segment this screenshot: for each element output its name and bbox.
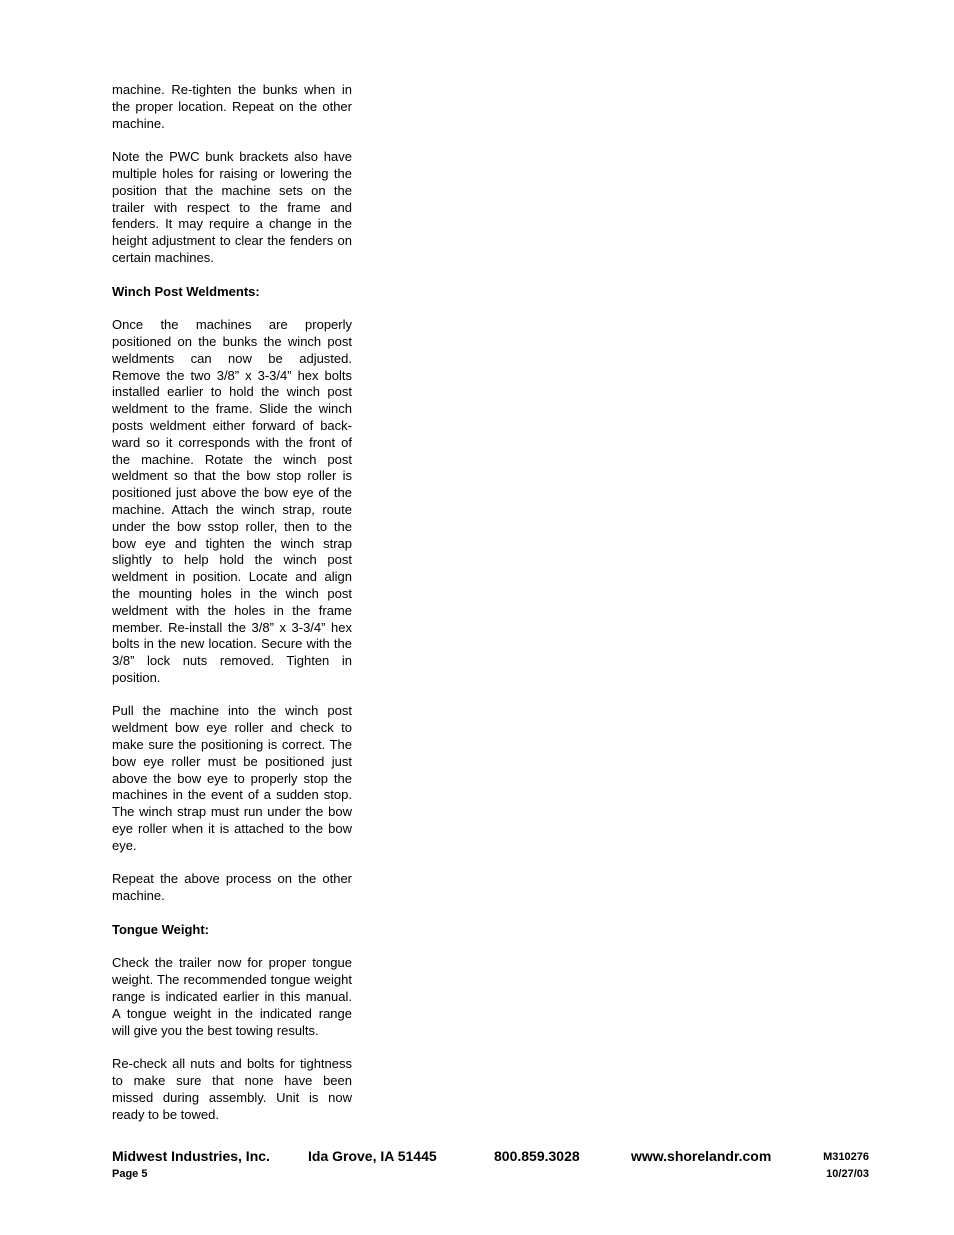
paragraph: Once the machines are properly positioned on the bunks the winch post weldments can now be adjusted. Remove the two 3/8” x 3-3/4” hex bolts installed earlier to hold the winch post weldment to the frame. Slide the winch posts weldment either forward of back-ward so it corresponds with the front of the machine. Rotate the winch post weldment so that the bow stop roller is positioned just above the bow eye of the machine. Attach the winch strap, route under the bow sstop roller, then to the bow eye and tighten the winch strap slightly to help hold the winch post weldment in position. Locate and align the mounting holes in the winch post weldment with the holes in the frame member. Re-install the 3/8” x 3-3/4” hex bolts in the new location. Secure with the 3/8” lock nuts removed. Tighten in position. (112, 317, 352, 685)
paragraph: Re-check all nuts and bolts for tightness to make sure that none have been missed during assembly. Unit is now ready to be towed. (112, 1056, 352, 1122)
footer-website: www.shorelandr.com (631, 1148, 772, 1164)
paragraph: Pull the machine into the winch post weldment bow eye roller and check to make sure the positioning is correct. The bow eye roller must be positioned just above the bow eye to properly stop the machines in the event of a sudden stop. The winch strap must run under the bow eye roller when it is attached to the bow eye. (112, 703, 352, 853)
paragraph: machine. Re-tighten the bunks when in the proper location. Repeat on the other machine. (112, 82, 352, 131)
paragraph: Repeat the above process on the other machine. (112, 871, 352, 904)
paragraph: Note the PWC bunk brackets also have multiple holes for raising or lowering the position that the machine sets on the trailer with respect to the frame and fenders. It may require a change in the height adjustment to clear the fenders on certain machines. (112, 149, 352, 265)
paragraph: Check the trailer now for proper tongue weight. The recommended tongue weight range is indicated earlier in this manual. A tongue weight in the indicated range will give you the best towing results. (112, 955, 352, 1038)
section-heading-winch-post: Winch Post Weldments: (112, 283, 260, 299)
footer-company: Midwest Industries, Inc. (112, 1148, 270, 1164)
footer-phone: 800.859.3028 (494, 1148, 580, 1164)
footer-date: 10/27/03 (826, 1168, 869, 1180)
body-text-column (112, 82, 352, 1123)
page-footer (112, 1148, 869, 1188)
footer-page-number: Page 5 (112, 1168, 148, 1180)
footer-model-number: M310276 (823, 1151, 869, 1163)
footer-city: Ida Grove, IA 51445 (308, 1148, 437, 1164)
section-heading-tongue-weight: Tongue Weight: (112, 921, 209, 937)
